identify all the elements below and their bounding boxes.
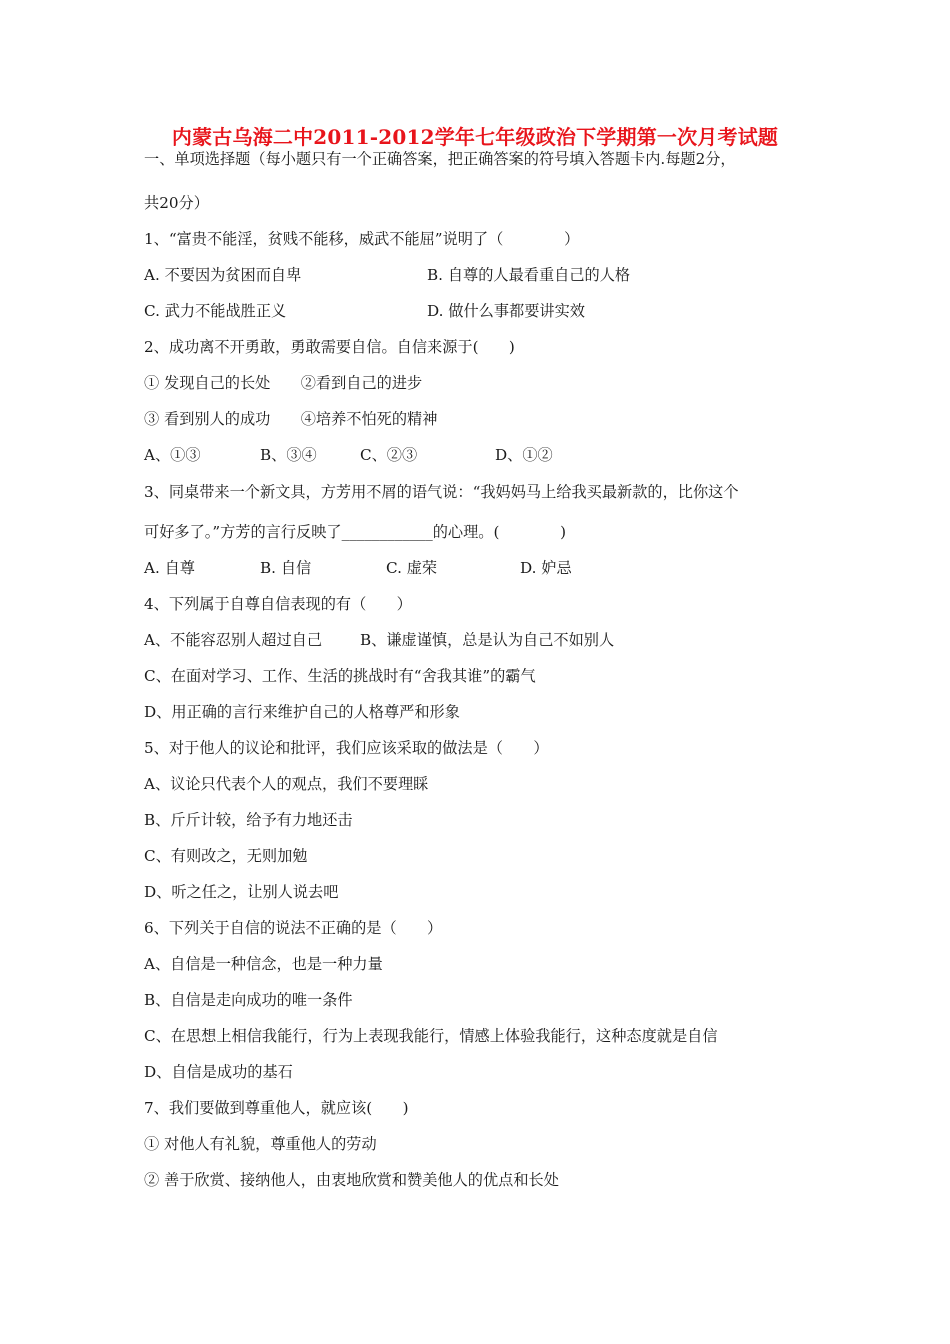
question-1-options-row-2 — [144, 300, 824, 322]
question-2-option-a: A、①③ — [144, 446, 201, 464]
question-2-item-2: ③ 看到别人的成功 ④培养不怕死的精神 — [144, 410, 438, 428]
question-6-option-c: C、在思想上相信我能行，行为上表现我能行，情感上体验我能行，这种态度就是自信 — [144, 1027, 718, 1045]
question-5-option-a: A、议论只代表个人的观点，我们不要理睬 — [144, 775, 429, 793]
section-instruction-line-1: 一、单项选择题（每小题只有一个正确答案，把正确答案的符号填入答题卡内.每题2分， — [144, 150, 736, 168]
question-5-option-d: D、听之任之，让别人说去吧 — [144, 883, 339, 901]
section-instruction-line-2: 共20分） — [144, 194, 209, 212]
question-4-option-d: D、用正确的言行来维护自己的人格尊严和形象 — [144, 703, 460, 721]
question-6-option-a: A、自信是一种信念，也是一种力量 — [144, 955, 383, 973]
question-3-option-a: A. 自尊 — [144, 559, 195, 577]
question-3-stem-line-1: 3、同桌带来一个新文具，方芳用不屑的语气说：“我妈妈马上给我买最新款的，比你这个 — [144, 483, 739, 501]
question-1-option-c: C. 武力不能战胜正义 — [144, 302, 287, 320]
question-6-stem: 6、下列关于自信的说法不正确的是（ ） — [144, 919, 443, 937]
question-6-option-b: B、自信是走向成功的唯一条件 — [144, 991, 353, 1009]
question-7-item-2: ② 善于欣赏、接纳他人，由衷地欣赏和赞美他人的优点和长处 — [144, 1171, 559, 1189]
question-5-stem: 5、对于他人的议论和批评，我们应该采取的做法是（ ） — [144, 739, 549, 757]
question-1-option-a: A. 不要因为贫困而自卑 — [144, 266, 302, 284]
question-5-option-b: B、斤斤计较，给予有力地还击 — [144, 811, 353, 829]
question-4-option-b: B、谦虚谨慎，总是认为自己不如别人 — [360, 631, 615, 649]
question-1-option-b: B. 自尊的人最看重自己的人格 — [427, 266, 631, 284]
question-3-stem-line-2: 可好多了。”方芳的言行反映了____________的心理。( ) — [144, 523, 567, 541]
question-2-options — [144, 444, 824, 466]
question-4-option-a: A、不能容忍别人超过自己 — [144, 631, 323, 649]
question-3-option-b: B. 自信 — [260, 559, 312, 577]
question-1-options-row-1 — [144, 264, 824, 286]
question-2-option-c: C、②③ — [360, 446, 418, 464]
page-title: 内蒙古乌海二中2011-2012学年七年级政治下学期第一次月考试题 — [171, 125, 779, 149]
question-7-item-1: ① 对他人有礼貌，尊重他人的劳动 — [144, 1135, 377, 1153]
question-6-option-d: D、自信是成功的基石 — [144, 1063, 293, 1081]
question-2-option-d: D、①② — [495, 446, 553, 464]
question-2-item-1: ① 发现自己的长处 ②看到自己的进步 — [144, 374, 423, 392]
question-3-options — [144, 557, 824, 579]
question-1-option-d: D. 做什么事都要讲实效 — [427, 302, 585, 320]
question-2-stem: 2、成功离不开勇敢，勇敢需要自信。自信来源于( ) — [144, 338, 515, 356]
question-4-options-row-1 — [144, 629, 824, 651]
question-2-option-b: B、③④ — [260, 446, 317, 464]
question-3-option-c: C. 虚荣 — [386, 559, 438, 577]
question-5-option-c: C、有则改之，无则加勉 — [144, 847, 308, 865]
question-1-stem: 1、“富贵不能淫，贫贱不能移，威武不能屈”说明了（ ） — [144, 230, 580, 248]
question-4-stem: 4、下列属于自尊自信表现的有（ ） — [144, 595, 412, 613]
question-3-option-d: D. 妒忌 — [520, 559, 572, 577]
question-7-stem: 7、我们要做到尊重他人，就应该( ) — [144, 1099, 409, 1117]
question-4-option-c: C、在面对学习、工作、生活的挑战时有“舍我其谁”的霸气 — [144, 667, 536, 685]
